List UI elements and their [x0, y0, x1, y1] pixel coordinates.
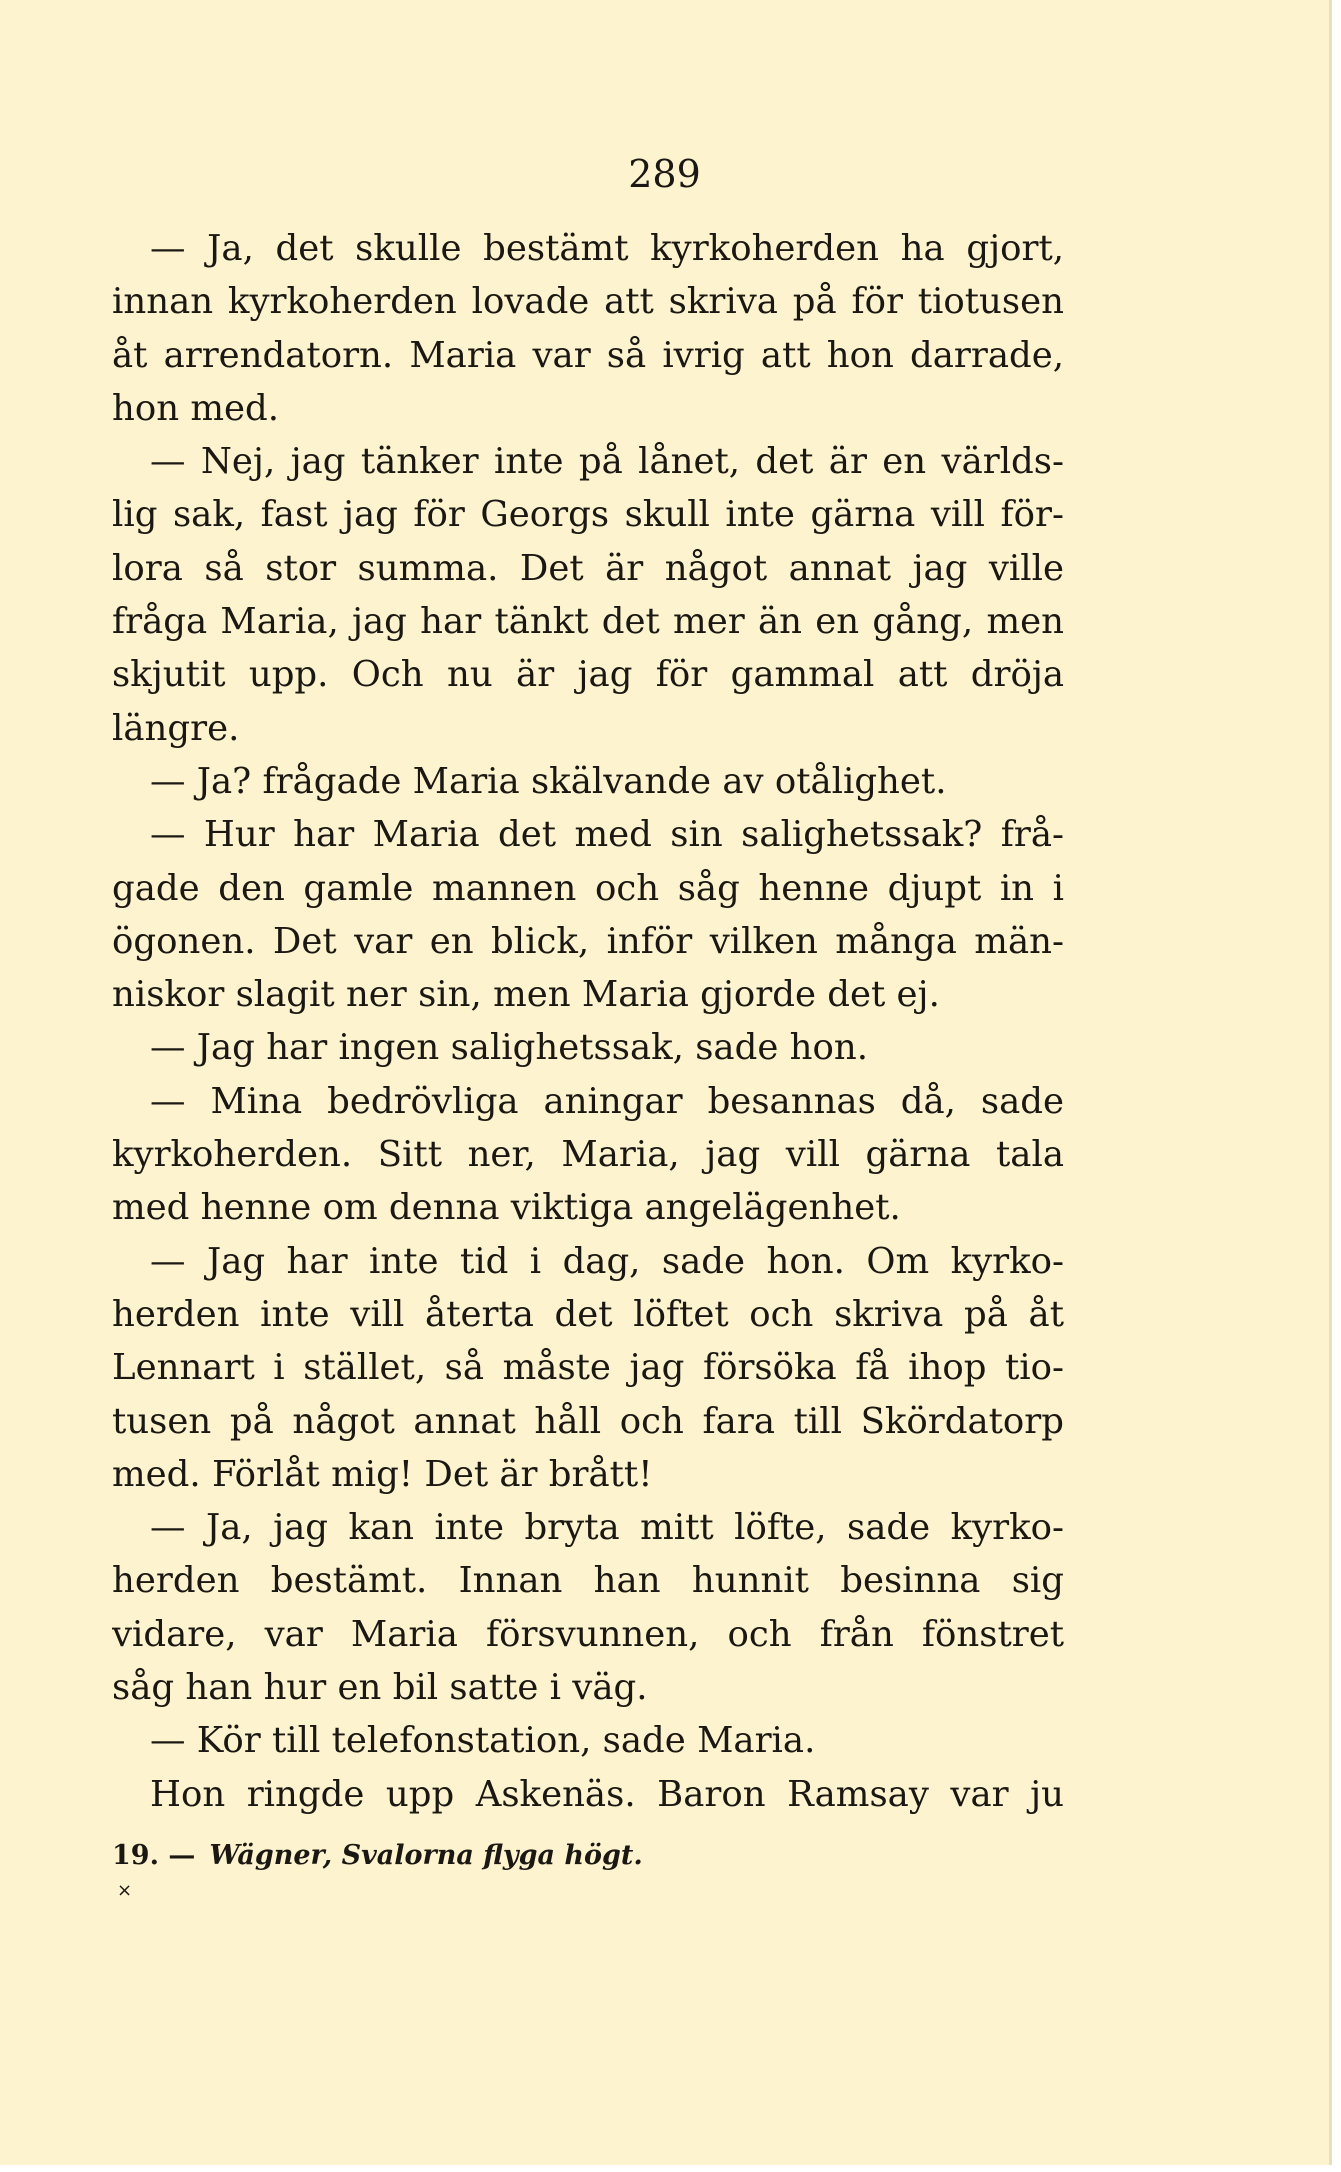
text-line: kyrkoherden. Sitt ner, Maria, jag vill gärna tala: [112, 1134, 1064, 1176]
signature-number: 19. —: [112, 1840, 196, 1871]
text-line: längre.: [112, 707, 240, 749]
text-line: lora så stor summa. Det är något annat jag ville: [112, 547, 1064, 589]
text-line: fråga Maria, jag har tänkt det mer än en gång, men: [112, 601, 1064, 643]
text-line: såg han hur en bil satte i väg.: [112, 1667, 648, 1709]
text-line: lig sak, fast jag för Georgs skull inte gärna vill för-: [112, 494, 1064, 536]
text-line: herden bestämt. Innan han hunnit besinna sig: [112, 1560, 1064, 1602]
signature-title: Wägner, Svalorna flyga högt.: [209, 1840, 643, 1871]
text-line: — Ja? frågade Maria skälvande av otålighet.: [150, 760, 947, 802]
text-line: niskor slagit ner sin, men Maria gjorde det ej.: [112, 974, 940, 1016]
text-line: — Ja, det skulle bestämt kyrkoherden ha gjort,: [150, 228, 1064, 269]
text-line: — Kör till telefonstation, sade Maria.: [150, 1720, 816, 1762]
text-line: herden inte vill återta det löftet och skriva på åt: [112, 1293, 1064, 1335]
text-line: tusen på något annat håll och fara till Skördatorp: [112, 1400, 1064, 1442]
text-line: hon med.: [112, 387, 280, 429]
signature-mark: ×: [117, 1880, 133, 1901]
text-line: vidare, var Maria försvunnen, och från fönstret: [112, 1613, 1064, 1655]
text-line: — Mina bedrövliga aningar besannas då, sade: [150, 1080, 1064, 1122]
text-line: med henne om denna viktiga angelägenhet.: [112, 1187, 901, 1229]
text-line: — Jag har ingen salighetssak, sade hon.: [150, 1027, 868, 1069]
text-line: skjutit upp. Och nu är jag för gammal att dröja: [112, 654, 1064, 696]
text-line: innan kyrkoherden lovade att skriva på för tiotusen: [112, 281, 1064, 323]
body-text: [112, 222, 1064, 1821]
text-line: — Nej, jag tänker inte på lånet, det är en världs-: [150, 441, 1064, 483]
signature-footer: [112, 1840, 643, 1871]
text-line: ögonen. Det var en blick, inför vilken många män-: [112, 920, 1064, 962]
text-line: Lennart i stället, så måste jag försöka få ihop tio-: [112, 1347, 1064, 1389]
text-line: — Jag har inte tid i dag, sade hon. Om kyrko-: [150, 1240, 1064, 1282]
text-line: — Hur har Maria det med sin salighetssak? frå-: [150, 814, 1064, 856]
text-line: åt arrendatorn. Maria var så ivrig att hon darrade,: [112, 334, 1064, 376]
text-line: Hon ringde upp Askenäs. Baron Ramsay var ju: [150, 1773, 1064, 1815]
text-line: gade den gamle mannen och såg henne djupt in i: [112, 867, 1064, 909]
text-line: med. Förlåt mig! Det är brått!: [112, 1453, 653, 1495]
page-number: 289: [628, 152, 701, 196]
text-line: — Ja, jag kan inte bryta mitt löfte, sade kyrko-: [150, 1507, 1064, 1549]
